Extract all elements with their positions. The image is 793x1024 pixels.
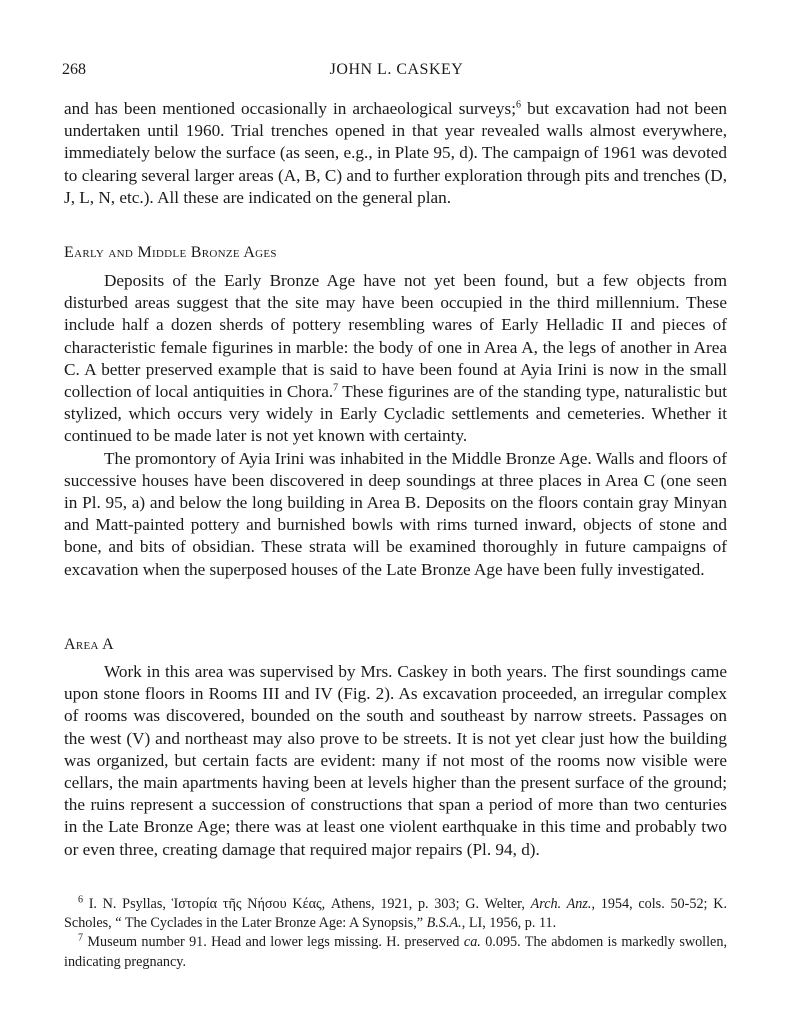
footnote-6-mark: 6 <box>78 894 83 906</box>
section1-body <box>64 270 727 581</box>
footnote-6-text-d: , LI, 1956, p. 11. <box>461 915 557 932</box>
footnote-6-text-c: , 1954, cols. 50-52; K. Scholes, “ The Cyclades in the Later Bronze Age: A Synopsis,” <box>64 896 727 932</box>
section1-paragraph-2: The promontory of Ayia Irini was inhabited in the Middle Bronze Age. Walls and floors of successive houses have been discovered in deep soundings at three places in Area C (one seen in Pl. 95, a) and below the long building in Area B. Deposits on the floors contain gray Minyan and Matt-painted pottery and burnished bowls with rims turned inward, objects of stone and bone, and bits of obsidian. These strata will be examined thoroughly in future campaigns of excavation when the superposed houses of the Late Bronze Age have been fully investigated. <box>64 448 727 579</box>
section1-p1-text-1: Deposits of the Early Bronze Age have not yet been found, but a few objects from disturbed areas suggest that the site may have been occupied in the third millennium. These include half a dozen sherds of pottery resembling wares of Early Helladic II and pieces of characteristic female figurines in marble: the body of one in Area A, the legs of another in Area C. A better preserved example that is said to have been found at Ayia Irini is now in the small collection of local antiquities in Chora. <box>64 271 727 402</box>
intro-text-2: but excavation had not been undertaken until 1960. Trial trenches opened in that year revealed walls almost everywhere, immediately below the surface (as seen, e.g., in Plate 95, d). The campaign of 1961 was devoted to clearing several larger areas (A, B, C) and to further exploration through pits and trenches (D, J, L, N, etc.). All these are indicated on the general plan. <box>64 99 727 207</box>
footnote-7-text-b: 0.095. The abdomen is markedly swollen, indicating pregnancy. <box>64 934 727 970</box>
footnote-ref-6[interactable]: 6 <box>516 99 521 111</box>
footnote-7-circa: ca. <box>463 934 481 951</box>
section1-p1-text-2: These figurines are of the standing type, naturalistic but stylized, which occurs very widely in Early Cycladic settlements and cemeteries. Whether it continued to be made later is not yet known with certainty. <box>64 382 727 446</box>
footnote-7-text-a: Museum number 91. Head and lower legs missing. H. preserved <box>83 934 464 951</box>
section2-paragraph-1: Work in this area was supervised by Mrs. Caskey in both years. The first soundings came upon stone floors in Rooms III and IV (Fig. 2). As excavation proceeded, an irregular complex of rooms was discovered, bounded on the south and southeast by narrow streets. Passages on the west (V) and northeast may also prove to be streets. It is not yet clear just how the building was organized, but certain facts are evident: many if not most of the rooms now visible were cellars, the main apartments having been at levels higher than the present surface of the ground; the ruins represent a succession of constructions that span a period of more than two centuries in the Late Bronze Age; there was at least one violent earthquake in this time and probably two or even three, creating damage that required major repairs (Pl. 94, d). <box>64 662 727 859</box>
footnote-7-mark: 7 <box>78 932 83 944</box>
section1-paragraph-1 <box>64 270 727 448</box>
footnote-6 <box>64 895 727 933</box>
footnote-7 <box>64 933 727 971</box>
section-heading-early-middle-bronze: Early and Middle Bronze Ages <box>64 244 277 261</box>
page-number: 268 <box>62 61 86 78</box>
footnote-6-text-b: , Athens, 1921, p. 303; G. Welter, <box>321 896 531 912</box>
intro-paragraph <box>64 98 727 209</box>
footnote-6-journal-bsa: B.S.A. <box>426 915 462 932</box>
running-head: JOHN L. CASKEY <box>329 61 464 78</box>
section2-body <box>64 661 727 861</box>
footnote-6-journal-arch-anz: Arch. Anz. <box>530 896 592 912</box>
footnotes <box>64 895 727 972</box>
intro-paragraph-block <box>64 98 727 209</box>
intro-text-1: and has been mentioned occasionally in archaeological surveys; <box>64 99 516 118</box>
footnote-6-text-a: I. N. Psyllas, <box>83 896 172 912</box>
footnote-ref-7[interactable]: 7 <box>333 382 339 394</box>
section-heading-area-a: Area A <box>64 636 115 653</box>
footnote-6-greek-title: Ἱστορία τῆς Νήσου Κέας <box>171 896 322 912</box>
